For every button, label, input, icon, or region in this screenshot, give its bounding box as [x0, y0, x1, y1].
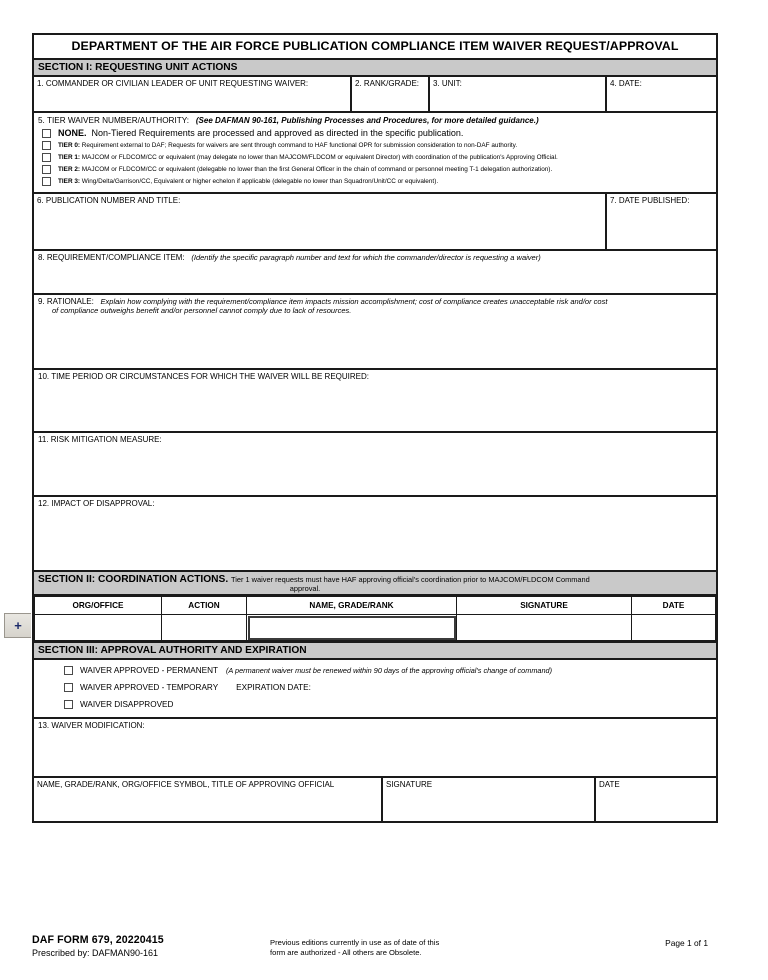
cell-signature[interactable]	[457, 615, 632, 641]
item-13-label: 13. WAIVER MODIFICATION:	[38, 721, 145, 730]
item-5-label: 5. TIER WAIVER NUMBER/AUTHORITY:	[38, 116, 190, 125]
tier-option-1[interactable]	[42, 152, 712, 162]
approval-option-permanent-label: WAIVER APPROVED - PERMANENT	[80, 666, 218, 675]
tier-option-2-text	[58, 164, 552, 173]
item-12-impact-disapproval[interactable]	[34, 497, 716, 570]
item-9-label: 9. RATIONALE:	[38, 297, 94, 306]
table-row	[35, 615, 716, 641]
approval-option-permanent[interactable]	[64, 666, 712, 675]
field-date-label: 4. DATE:	[610, 79, 642, 88]
item-6-label: 6. PUBLICATION NUMBER AND TITLE:	[37, 196, 181, 205]
field-approving-official-date-label: DATE	[599, 780, 620, 789]
footer-page-number: Page 1 of 1	[665, 938, 708, 948]
tier-option-3-text	[58, 176, 438, 185]
section-3-heading: SECTION III: APPROVAL AUTHORITY AND EXPIRATION	[34, 641, 716, 660]
approving-official-row	[34, 778, 716, 821]
field-rank-grade[interactable]	[352, 77, 430, 111]
section-3-options	[34, 660, 716, 719]
add-row-button[interactable]	[4, 613, 31, 638]
plus-icon: +	[14, 618, 22, 633]
field-approving-official-signature-label: SIGNATURE	[386, 780, 433, 789]
item-7-label: 7. DATE PUBLISHED:	[610, 196, 690, 205]
checkbox-icon[interactable]	[64, 666, 73, 675]
field-unit-label: 3. UNIT:	[433, 79, 462, 88]
footer-form-id-block	[32, 934, 270, 959]
cell-org-office[interactable]	[35, 615, 162, 641]
checkbox-icon[interactable]	[64, 700, 73, 709]
tier-option-1-text	[58, 152, 558, 161]
field-approving-official-date[interactable]	[596, 778, 716, 821]
column-header-date: DATE	[632, 597, 716, 615]
tier-option-2-key: TIER 2:	[58, 166, 81, 173]
section-2-note-line-2: approval.	[289, 584, 321, 593]
field-approving-official-name-label: NAME, GRADE/RANK, ORG/OFFICE SYMBOL, TITLE OF APPROVING OFFICIAL	[37, 780, 335, 789]
item-5-tier-waiver	[34, 113, 716, 194]
item-7-date-published[interactable]	[607, 194, 716, 249]
approval-option-disapproved-label: WAIVER DISAPPROVED	[80, 700, 174, 709]
section-2-heading	[34, 570, 716, 596]
coordination-table	[34, 596, 716, 641]
footer-notice-line-2: form are authorized - All others are Obsolete.	[270, 948, 422, 958]
tier-option-none[interactable]	[42, 128, 712, 138]
item-9-hint-line-2: of compliance outweighs benefit and/or personnel cannot comply due to lack of resources.	[52, 306, 352, 315]
tier-option-2-desc: MAJCOM or FLDCOM/CC or equivalent (delegable no lower than the first General Officer in the chain of command or personnel meeting T-1 delegation authorization).	[81, 166, 553, 173]
footer-notice-line-1: Previous editions currently in use as of date of this	[270, 938, 440, 947]
tier-option-0-text	[58, 140, 517, 149]
item-8-requirement[interactable]	[34, 251, 716, 295]
item-9-hint-line-1: Explain how complying with the requirement/compliance item impacts mission accomplishment; cost of compliance creates unacceptable risk and/or cost	[100, 297, 608, 306]
checkbox-icon[interactable]	[42, 165, 51, 174]
field-date[interactable]	[607, 77, 716, 111]
daf-form-679	[32, 33, 718, 823]
tier-option-0-key: TIER 0:	[58, 142, 81, 149]
item-11-label: 11. RISK MITIGATION MEASURE:	[38, 435, 162, 444]
item-6-publication[interactable]	[34, 194, 607, 249]
item-12-label: 12. IMPACT OF DISAPPROVAL:	[38, 499, 155, 508]
field-approving-official-name[interactable]	[34, 778, 383, 821]
checkbox-icon[interactable]	[42, 141, 51, 150]
item-9-rationale[interactable]	[34, 295, 716, 370]
footer-form-id: DAF FORM 679, 20220415	[32, 934, 164, 946]
cell-date[interactable]	[632, 615, 716, 641]
checkbox-icon[interactable]	[64, 683, 73, 692]
item-13-waiver-modification[interactable]	[34, 719, 716, 778]
field-rank-grade-label: 2. RANK/GRADE:	[355, 79, 420, 88]
item-8-hint: (Identify the specific paragraph number and text for which the commander/director is requesting a waiver)	[191, 253, 541, 262]
form-footer	[32, 934, 732, 959]
form-title: DEPARTMENT OF THE AIR FORCE PUBLICATION COMPLIANCE ITEM WAIVER REQUEST/APPROVAL	[34, 35, 716, 60]
column-header-action: ACTION	[162, 597, 247, 615]
section-2-title: SECTION II: COORDINATION ACTIONS.	[38, 574, 229, 585]
item-10-label: 10. TIME PERIOD OR CIRCUMSTANCES FOR WHICH THE WAIVER WILL BE REQUIRED:	[38, 372, 369, 381]
cell-action[interactable]	[162, 615, 247, 641]
footer-notice	[270, 934, 550, 959]
column-header-signature: SIGNATURE	[457, 597, 632, 615]
approval-option-temporary[interactable]	[64, 683, 712, 692]
approval-option-disapproved[interactable]	[64, 700, 712, 709]
expiration-date-label: EXPIRATION DATE:	[236, 683, 311, 692]
tier-option-0[interactable]	[42, 140, 712, 150]
approval-option-permanent-note: (A permanent waiver must be renewed within 90 days of the approving official's change of command)	[226, 666, 553, 675]
tier-option-none-desc: Non-Tiered Requirements are processed and approved as directed in the specific publication.	[91, 128, 464, 138]
tier-option-3-key: TIER 3:	[58, 178, 81, 185]
field-commander[interactable]	[34, 77, 352, 111]
footer-prescribed-by: Prescribed by: DAFMAN90-161	[32, 948, 159, 958]
field-commander-label: 1. COMMANDER OR CIVILIAN LEADER OF UNIT REQUESTING WAIVER:	[37, 79, 309, 88]
field-unit[interactable]	[430, 77, 607, 111]
section-2-note-line-1: Tier 1 waiver requests must have HAF approving official's coordination prior to MAJCOM/FLDCOM Command	[231, 575, 590, 584]
item-10-time-period[interactable]	[34, 370, 716, 433]
item-5-guidance: (See DAFMAN 90-161, Publishing Processes and Procedures, for more detailed guidance.)	[195, 116, 539, 125]
tier-option-0-desc: Requirement external to DAF; Requests for waivers are sent through command to HAF functional OPR for submission consideration to non-DAF authority.	[81, 142, 518, 149]
checkbox-icon[interactable]	[42, 129, 51, 138]
tier-option-3[interactable]	[42, 176, 712, 186]
tier-option-3-desc: Wing/Delta/Garrison/CC, Equivalent or higher echelon if applicable (delegable no lower than Squadron/Unit/CC or equivalent).	[81, 178, 439, 185]
section-1-row-1	[34, 77, 716, 113]
tier-option-2[interactable]	[42, 164, 712, 174]
section-1-heading: SECTION I: REQUESTING UNIT ACTIONS	[34, 60, 716, 77]
checkbox-icon[interactable]	[42, 177, 51, 186]
column-header-org-office: ORG/OFFICE	[35, 597, 162, 615]
tier-option-1-key: TIER 1:	[58, 154, 81, 161]
coordination-table-header	[35, 597, 716, 615]
cell-name-grade-rank[interactable]	[247, 615, 457, 641]
approval-option-temporary-label: WAIVER APPROVED - TEMPORARY	[80, 683, 219, 692]
tier-option-1-desc: MAJCOM or FLDCOM/CC or equivalent (may delegate no lower than MAJCOM/FLDCOM or equivalent Director) with coordination of the publication's Approving Official.	[81, 154, 558, 161]
tier-option-none-key: NONE.	[58, 128, 87, 138]
field-approving-official-signature[interactable]	[383, 778, 596, 821]
column-header-name-grade-rank: NAME, GRADE/RANK	[247, 597, 457, 615]
checkbox-icon[interactable]	[42, 153, 51, 162]
item-5-title-row	[38, 116, 712, 125]
tier-option-none-text	[58, 128, 463, 138]
item-11-risk-mitigation[interactable]	[34, 433, 716, 497]
item-8-label: 8. REQUIREMENT/COMPLIANCE ITEM:	[38, 253, 185, 262]
section-1-row-6-7	[34, 194, 716, 251]
